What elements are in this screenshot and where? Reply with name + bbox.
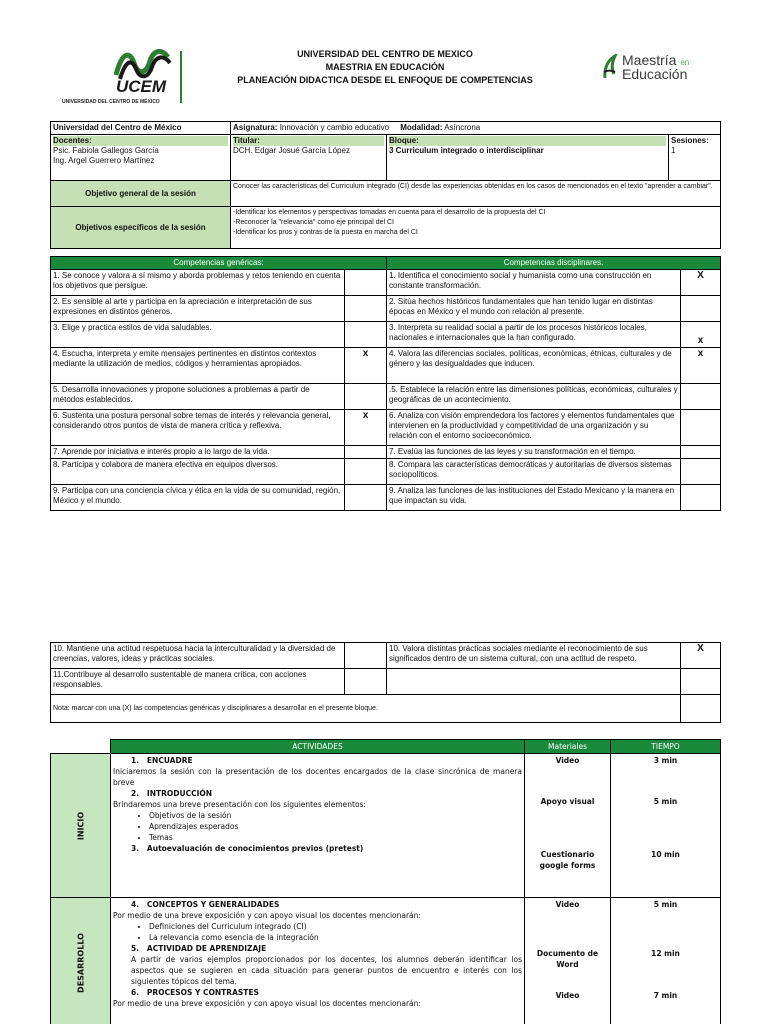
activity-5-material: Documento de Word [536,949,599,969]
inicio-phase-label: INICIO [51,754,111,898]
disciplinary-competence [387,669,681,695]
disciplinary-competence: 3. Interpreta su realidad social a partir de los procesos históricos locales, nacionales e internacionales que la han configurado. [387,322,681,348]
title-line-2: MAESTRIA EN EDUCACIÓN [325,62,445,72]
activities-corner [51,740,111,754]
inicio-phase-row [51,754,721,898]
activity-4-list [149,921,522,943]
generic-mark[interactable]: x [345,410,387,446]
activity-3-material: Cuestionario google forms [539,850,596,870]
disciplinary-mark[interactable] [681,485,721,511]
time-header: TIEMPO [611,740,721,754]
inicio-times [611,754,721,898]
specific-objectives-list: -Identificar los elementos y perspectivas tomadas en cuenta para el desarrollo de la propuesta del CI -Reconocer la "relevancia" como eje principal del CI -Identificar los pros y contras de la puesta en marcha del CI [231,207,721,249]
generic-mark[interactable] [345,270,387,296]
title-line-3: PLANEACIÓN DIDACTICA DESDE EL ENFOQUE DE COMPETENCIAS [237,75,533,85]
teachers-cell: Docentes: Psic. Fabiola Gallegos García Ing. Argel Guerrero Martínez [51,135,231,181]
disciplinary-competence: 4. Valora las diferencias sociales, políticas, económicas, étnicas, culturales y de género y las desigualdades que inducen. [387,348,681,384]
info-table [50,121,721,249]
document-title [200,48,570,87]
generic-competence: 9. Participa con una conciencia cívica y ética en la vida de su comunidad, región, México y el mundo. [51,485,345,511]
materials-header: Materiales [525,740,611,754]
generic-competence: 6. Sustenta una postura personal sobre temas de interés y relevancia general, considerando otros puntos de vista de manera crítica y reflexiva. [51,410,345,446]
general-objective-text: Conocer las características del Curriculum integrado (CI) desde las experiencias obtenidas en los casos de mencionados en el texto "aprender a cambiar". [231,181,721,207]
activity-5-text: A partir de varios ejemplos proporcionados por los docentes, los alumnos deberán identificar los aspectos que se sugieren en cada situación para generar puntos de encuentro e interés con los siguientes tópicos del tema. [131,955,522,986]
generic-competence: 8. Participa y colabora de manera efectiva en equipos diversos. [51,459,345,485]
university-cell: Universidad del Centro de México [51,122,231,135]
competence-row [51,669,721,695]
note-empty-cell [681,695,721,723]
leaf-logo-icon [602,54,618,80]
activity-2-title: 2. INTRODUCCIÓN [131,789,213,798]
desarrollo-phase-label: DESARROLLO [51,898,111,1024]
list-item: • Definiciones del Curriculum integrado (CI) [149,921,522,932]
activity-2-material: Apoyo visual [540,797,595,806]
disciplinary-mark[interactable] [681,669,721,695]
competences-note: Nota: marcar con una (X) las competencias genéricas y disciplinares a desarrollar en el presente bloque. [51,695,681,723]
general-objective-label: Objetivo general de la sesión [51,181,231,207]
competence-row [51,322,721,348]
sessions-cell: Sesiones: 1 [669,135,721,181]
generic-competence: 4. Escucha, interpreta y emite mensajes pertinentes en distintos contextos mediante la utilización de medios, códigos y herramientas apropiados. [51,348,345,384]
generic-mark[interactable] [345,643,387,669]
generic-competence: 10. Mantiene una actitud respetuosa hacia la interculturalidad y la diversidad de creencias, valores, ideas y prácticas sociales. [51,643,345,669]
disciplinary-competence: 6. Analiza con visión emprendedora los factores y elementos fundamentales que intervienen en la productividad y competitividad de una organización y su relación con el entorno socioeconómico. [387,410,681,446]
generic-mark[interactable] [345,669,387,695]
activity-1-material: Video [555,756,580,765]
logo-line-2: Educación [622,66,688,82]
disciplinary-mark[interactable]: x [681,348,721,384]
desarrollo-materials [525,898,611,1024]
activity-1-text: Iniciaremos la sesión con la presentación de los docentes encargados de la clase sincrónica de manera breve [113,767,522,787]
activity-4-time: 5 min [653,900,678,909]
list-item: • La relevancia como esencia de la integración [149,932,522,943]
activity-5-time: 12 min [651,949,680,958]
title-line-1: UNIVERSIDAD DEL CENTRO DE MEXICO [297,49,473,59]
disciplinary-competence: 9. Analiza las funciones de las instituciones del Estado Mexicano y la manera en que impactan su vida. [387,485,681,511]
activity-2-time: 5 min [653,797,678,806]
disciplinary-competence: 8. Compara las características democráticas y autoritarias de diversos sistemas sociopolíticos. [387,459,681,485]
ucem-logo [62,47,187,109]
activity-1-title: 1. ENCUADRE [131,756,193,765]
desarrollo-activities [111,898,525,1024]
activity-4-title: 4. CONCEPTOS Y GENERALIDADES [131,900,280,909]
generic-competence: 11.Contribuye al desarrollo sustentable de manera crítica, con acciones responsables. [51,669,345,695]
generic-competence: 3. Elige y practica estilos de vida saludables. [51,322,345,348]
generic-competence: 7. Aprende por iniciativa e interés propio a lo largo de la vida. [51,446,345,459]
list-item: • Temas [149,832,522,843]
activities-header: ACTIVIDADES [111,740,525,754]
competencias-table-continued [50,642,721,723]
block-cell: Bloque: 3 Curriculum integrado o interdisciplinar [387,135,669,181]
activity-6-time: 7 min [653,991,678,1000]
inicio-materials [525,754,611,898]
desarrollo-phase-row [51,898,721,1024]
activity-3-time: 10 min [651,850,680,859]
disciplinary-competence: 2. Sitúa hechos históricos fundamentales que han tenido lugar en distintas épocas en México y el mundo con relación al presente. [387,296,681,322]
activity-2-text: Brindaremos una breve presentación con los siguientes elementos: [113,800,366,809]
competence-row [51,296,721,322]
inicio-activities [111,754,525,898]
activity-3-title: 3. Autoevaluación de conocimientos previos (pretest) [131,844,364,853]
disciplinary-competence: 10. Valora distintas prácticas sociales mediante el reconocimiento de sus significados dentro de un sistema cultural, con una actitud de respeto. [387,643,681,669]
document-header [0,0,768,115]
competence-row [51,410,721,446]
competence-row [51,485,721,511]
titular-cell: Titular: DCH. Edgar Josué García López [231,135,387,181]
generic-mark[interactable]: x [345,348,387,384]
generic-mark[interactable] [345,296,387,322]
generic-mark[interactable] [345,384,387,410]
competence-row [51,384,721,410]
disciplinary-competence: 1. Identifica el conocimiento social y humanista como una construcción en constante transformación. [387,270,681,296]
generic-mark[interactable] [345,322,387,348]
disciplinary-competences-header: Competencias disciplinares. [387,257,721,270]
disciplinary-mark[interactable] [681,296,721,322]
generic-mark[interactable] [345,446,387,459]
disciplinary-mark[interactable]: x [681,322,721,348]
list-item: • Objetivos de la sesión [149,810,522,821]
competencias-table [50,256,721,511]
disciplinary-mark[interactable] [681,459,721,485]
generic-competence: 5. Desarrolla innovaciones y propone soluciones a problemas a partir de métodos establecidos. [51,384,345,410]
logo-line-1: Maestría en [622,52,690,68]
competence-row [51,643,721,669]
activity-2-list [149,810,522,843]
disciplinary-mark[interactable]: X [681,270,721,296]
generic-mark[interactable] [345,459,387,485]
competence-row [51,348,721,384]
disciplinary-mark[interactable]: X [681,643,721,669]
activity-6-material: Video [555,991,580,1000]
competence-row [51,446,721,459]
desarrollo-times [611,898,721,1024]
competence-row [51,459,721,485]
logo-divider [180,51,182,103]
disciplinary-competence: .5. Establece la relación entre las dimensiones políticas, económicas, culturales y geográficas de un acontecimiento. [387,384,681,410]
list-item: • Aprendizajes esperados [149,821,522,832]
subject-cell: Asignatura: Innovación y cambio educativo Modalidad: Asíncrona [231,122,721,135]
activity-4-material: Video [555,900,580,909]
activity-4-text: Por medio de una breve exposición y con apoyo visual los docentes mencionarán: [113,911,421,920]
activities-table [50,739,721,1024]
disciplinary-mark[interactable] [681,384,721,410]
generic-competence: 2. Es sensible al arte y participa en la apreciación e interpretación de sus expresiones en distintos géneros. [51,296,345,322]
disciplinary-competence: 7. Evalúa las funciones de las leyes y su transformación en el tiempo. [387,446,681,459]
activity-5-title: 5. ACTIVIDAD DE APRENDIZAJE [131,944,267,953]
activity-6-title: 6. PROCESOS Y CONTRASTES [131,988,259,997]
ucem-logo-mark-icon [112,47,172,81]
maestria-educacion-logo [602,52,712,84]
specific-objectives-label: Objetivos específicos de la sesión [51,207,231,249]
disciplinary-mark[interactable] [681,446,721,459]
generic-competences-header: Competencias genéricas: [51,257,387,270]
generic-competence: 1. Se conoce y valora a sí mismo y aborda problemas y retos teniendo en cuenta los objetivos que persigue. [51,270,345,296]
ucem-logo-name: UCEM [116,77,167,96]
activity-6-text: Por medio de una breve exposición y con apoyo visual los docentes mencionarán: [113,999,421,1008]
ucem-logo-subtitle: UNIVERSIDAD DEL CENTRO DE MÉXICO [62,99,160,105]
activity-1-time: 3 min [653,756,678,765]
disciplinary-mark[interactable] [681,410,721,446]
generic-mark[interactable] [345,485,387,511]
competence-row [51,270,721,296]
